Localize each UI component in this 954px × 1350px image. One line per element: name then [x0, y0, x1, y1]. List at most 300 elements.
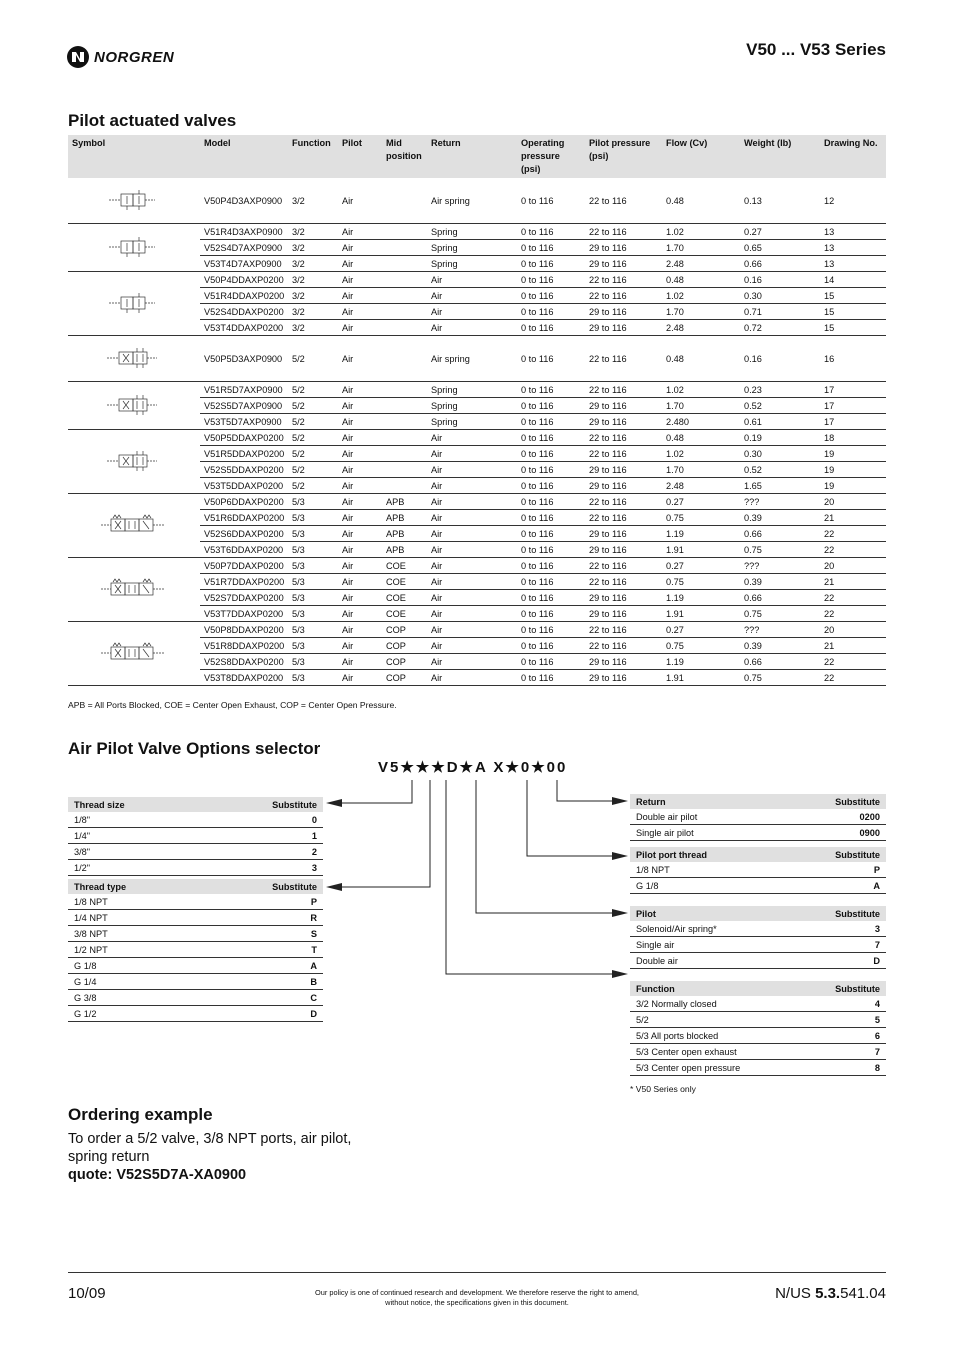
- cell-pilot: Air: [338, 622, 382, 638]
- cell-drawing: 20: [820, 622, 886, 638]
- cell-model: V53T7DDAXP0200: [200, 606, 288, 622]
- cell-flow: 0.75: [662, 574, 740, 590]
- pilot-port-sub: Substitute: [782, 847, 886, 862]
- cell-op: 0 to 116: [517, 574, 585, 590]
- cell-function: 3/2: [288, 320, 338, 336]
- option-row: [68, 844, 323, 860]
- cell-function: 3/2: [288, 224, 338, 240]
- option-row: [68, 894, 323, 910]
- return-title: Return: [630, 794, 774, 809]
- option-substitute: C: [203, 990, 323, 1006]
- cell-function: 5/2: [288, 478, 338, 494]
- cell-pilot: Air: [342, 353, 354, 364]
- cell-function: 3/2: [288, 256, 338, 272]
- cell-function: 3/2: [288, 240, 338, 256]
- cell-pp: 22 to 116: [585, 510, 662, 526]
- cell-mid: COP: [382, 670, 427, 686]
- pilot-title: Pilot: [630, 906, 789, 921]
- cell-drawing: 22: [820, 526, 886, 542]
- cell-pilot: Air: [338, 320, 382, 336]
- column-header: Model: [200, 135, 288, 178]
- cell-return: Air: [427, 654, 517, 670]
- cell-function: 5/3: [288, 494, 338, 510]
- cell-weight: 1.65: [740, 478, 820, 494]
- cell-pp: 29 to 116: [585, 670, 662, 686]
- cell-op: 0 to 116: [521, 353, 554, 364]
- cell-op: 0 to 116: [517, 446, 585, 462]
- cell-flow: 1.91: [662, 606, 740, 622]
- cell-pilot: Air: [338, 590, 382, 606]
- option-substitute: T: [203, 942, 323, 958]
- cell-model: V52S4D7AXP0900: [200, 240, 288, 256]
- cell-return: Air: [427, 320, 517, 336]
- cell-return: Air: [427, 272, 517, 288]
- option-substitute: 1: [202, 828, 323, 844]
- option-substitute: 2: [202, 844, 323, 860]
- cell-drawing: 21: [820, 638, 886, 654]
- thread-type-sub: Substitute: [203, 879, 323, 894]
- option-label: 1/2": [68, 860, 202, 876]
- cell-drawing: 13: [820, 240, 886, 256]
- cell-mid: COE: [382, 574, 427, 590]
- option-label: Single air pilot: [630, 825, 774, 841]
- abbreviation-note: APB = All Ports Blocked, COE = Center Open Exhaust, COP = Center Open Pressure.: [68, 700, 397, 710]
- cell-mid: COE: [382, 606, 427, 622]
- cell-flow: 1.70: [662, 304, 740, 320]
- cell-model: V51R5D7AXP0900: [200, 382, 288, 398]
- cell-return: Air: [427, 606, 517, 622]
- column-header: Flow (Cv): [662, 135, 740, 178]
- cell-pilot: Air: [338, 398, 382, 414]
- cell-function: 5/2: [288, 382, 338, 398]
- cell-weight: 0.13: [744, 195, 762, 206]
- cell-op: 0 to 116: [517, 304, 585, 320]
- cell-drawing: 22: [820, 654, 886, 670]
- option-row: [68, 926, 323, 942]
- cell-flow: 0.75: [662, 638, 740, 654]
- option-row: [630, 825, 886, 841]
- cell-op: 0 to 116: [517, 558, 585, 574]
- cell-return: Air: [427, 288, 517, 304]
- cell-flow: 0.27: [662, 558, 740, 574]
- cell-return: Air: [427, 542, 517, 558]
- cell-weight: 0.52: [740, 398, 820, 414]
- cell-model: V53T6DDAXP0200: [200, 542, 288, 558]
- cell-return: Spring: [427, 256, 517, 272]
- cell-function: 3/2: [288, 288, 338, 304]
- cell-function: 5/2: [288, 446, 338, 462]
- cell-function: 5/2: [292, 353, 305, 364]
- cell-function: 5/3: [288, 606, 338, 622]
- cell-return: Air: [427, 590, 517, 606]
- return-sub: Substitute: [774, 794, 886, 809]
- return-table: [630, 794, 886, 841]
- cell-drawing: 21: [820, 510, 886, 526]
- cell-return: Air: [427, 670, 517, 686]
- cell-pilot: Air: [338, 654, 382, 670]
- cell-flow: 0.48: [662, 430, 740, 446]
- column-header: Symbol: [68, 135, 200, 178]
- option-row: [68, 812, 323, 828]
- cell-flow: 1.02: [662, 288, 740, 304]
- cell-pilot: Air: [338, 478, 382, 494]
- policy-line-1: Our policy is one of continued research and development. We therefore reserve the right to amend,: [314, 1288, 639, 1297]
- cell-op: 0 to 116: [521, 195, 554, 206]
- cell-weight: 0.39: [740, 638, 820, 654]
- cell-return: Air: [427, 526, 517, 542]
- cell-weight: 0.66: [740, 590, 820, 606]
- cell-weight: 0.39: [740, 510, 820, 526]
- option-label: G 3/8: [68, 990, 203, 1006]
- option-row: [630, 921, 886, 937]
- cell-flow: 1.91: [662, 670, 740, 686]
- cell-op: 0 to 116: [517, 414, 585, 430]
- option-label: Single air: [630, 937, 789, 953]
- cell-mid: APB: [382, 542, 427, 558]
- cell-flow: 1.19: [662, 526, 740, 542]
- policy-line-2: without notice, the specifications given in this document.: [385, 1298, 569, 1307]
- cell-model: V52S8DDAXP0200: [200, 654, 288, 670]
- cell-function: 3/2: [288, 272, 338, 288]
- option-row: [68, 910, 323, 926]
- cell-weight: 0.66: [740, 526, 820, 542]
- cell-op: 0 to 116: [517, 382, 585, 398]
- selector-title: Air Pilot Valve Options selector: [68, 739, 321, 758]
- cell-op: 0 to 116: [517, 670, 585, 686]
- cell-drawing: 12: [824, 195, 835, 206]
- cell-flow: 1.19: [662, 654, 740, 670]
- cell-weight: ???: [740, 558, 820, 574]
- cell-pp: 29 to 116: [585, 240, 662, 256]
- option-label: 3/2 Normally closed: [630, 996, 802, 1012]
- page-suffix: 541.04: [840, 1285, 886, 1302]
- column-header: Pilot: [338, 135, 382, 178]
- cell-weight: 0.52: [740, 462, 820, 478]
- option-substitute: 6: [802, 1028, 886, 1044]
- thread-type-table: [68, 879, 323, 1022]
- cell-function: 5/2: [288, 462, 338, 478]
- option-label: 1/8 NPT: [630, 862, 782, 878]
- cell-flow: 2.48: [662, 478, 740, 494]
- cell-pilot: Air: [338, 606, 382, 622]
- option-substitute: 4: [802, 996, 886, 1012]
- function-table: [630, 981, 886, 1076]
- cell-return: Spring: [427, 398, 517, 414]
- cell-weight: 0.75: [740, 606, 820, 622]
- option-label: Solenoid/Air spring*: [630, 921, 789, 937]
- cell-pp: 22 to 116: [585, 288, 662, 304]
- cell-return: Spring: [427, 414, 517, 430]
- cell-pilot: Air: [338, 224, 382, 240]
- option-row: [630, 996, 886, 1012]
- cell-return: Air: [427, 574, 517, 590]
- cell-flow: 1.19: [662, 590, 740, 606]
- cell-function: 5/3: [288, 558, 338, 574]
- option-substitute: S: [203, 926, 323, 942]
- cell-model: V52S7DDAXP0200: [200, 590, 288, 606]
- column-header: Pilot pressure (psi): [585, 135, 662, 178]
- option-substitute: A: [203, 958, 323, 974]
- thread-size-title: Thread size: [68, 797, 202, 812]
- cell-op: 0 to 116: [517, 606, 585, 622]
- thread-size-sub: Substitute: [202, 797, 323, 812]
- cell-weight: ???: [740, 622, 820, 638]
- cell-model: V52S5D7AXP0900: [200, 398, 288, 414]
- cell-pp: 22 to 116: [585, 558, 662, 574]
- ordering-line-2: spring return: [68, 1149, 150, 1165]
- cell-function: 5/3: [288, 510, 338, 526]
- option-row: [630, 809, 886, 825]
- cell-flow: 0.48: [666, 195, 684, 206]
- cell-pp: 29 to 116: [585, 320, 662, 336]
- cell-return: Air: [427, 304, 517, 320]
- cell-pilot: Air: [338, 382, 382, 398]
- cell-op: 0 to 116: [517, 590, 585, 606]
- cell-pp: 29 to 116: [585, 414, 662, 430]
- cell-pilot: Air: [338, 638, 382, 654]
- cell-pilot: Air: [338, 542, 382, 558]
- cell-pp: 22 to 116: [589, 353, 627, 364]
- option-label: 3/8": [68, 844, 202, 860]
- option-row: [630, 1044, 886, 1060]
- cell-model: V53T4DDAXP0200: [200, 320, 288, 336]
- option-label: G 1/8: [68, 958, 203, 974]
- cell-pilot: Air: [338, 414, 382, 430]
- option-row: [630, 1028, 886, 1044]
- option-substitute: B: [203, 974, 323, 990]
- cell-weight: 0.72: [740, 320, 820, 336]
- function-sub: Substitute: [802, 981, 886, 996]
- cell-model: V52S5DDAXP0200: [200, 462, 288, 478]
- cell-drawing: 13: [820, 256, 886, 272]
- cell-flow: 1.91: [662, 542, 740, 558]
- option-substitute: 0: [202, 812, 323, 828]
- cell-pp: 29 to 116: [585, 256, 662, 272]
- option-substitute: 0200: [774, 809, 886, 825]
- cell-pilot: Air: [338, 256, 382, 272]
- cell-weight: 0.30: [740, 446, 820, 462]
- option-label: 5/3 All ports blocked: [630, 1028, 802, 1044]
- cell-return: Air: [427, 638, 517, 654]
- cell-pilot: Air: [338, 526, 382, 542]
- cell-function: 5/3: [288, 670, 338, 686]
- cell-op: 0 to 116: [517, 240, 585, 256]
- cell-flow: 2.48: [662, 320, 740, 336]
- cell-model: V51R8DDAXP0200: [200, 638, 288, 654]
- cell-weight: 0.39: [740, 574, 820, 590]
- cell-pp: 29 to 116: [585, 398, 662, 414]
- option-substitute: 5: [802, 1012, 886, 1028]
- cell-op: 0 to 116: [517, 398, 585, 414]
- cell-drawing: 20: [820, 558, 886, 574]
- cell-pilot: Air: [338, 494, 382, 510]
- page-number: [775, 1285, 886, 1302]
- cell-return: Air: [427, 462, 517, 478]
- cell-weight: 0.65: [740, 240, 820, 256]
- cell-pilot: Air: [338, 240, 382, 256]
- cell-weight: 0.30: [740, 288, 820, 304]
- cell-drawing: 17: [820, 414, 886, 430]
- cell-flow: 1.02: [662, 224, 740, 240]
- cell-function: 5/3: [288, 654, 338, 670]
- cell-weight: 0.75: [740, 542, 820, 558]
- column-header: Operating pressure (psi): [517, 135, 585, 178]
- cell-drawing: 16: [824, 353, 835, 364]
- cell-model: V51R5DDAXP0200: [200, 446, 288, 462]
- cell-pp: 22 to 116: [585, 430, 662, 446]
- cell-weight: 0.23: [740, 382, 820, 398]
- cell-op: 0 to 116: [517, 430, 585, 446]
- cell-flow: 1.02: [662, 382, 740, 398]
- option-substitute: R: [203, 910, 323, 926]
- cell-op: 0 to 116: [517, 542, 585, 558]
- cell-weight: ???: [740, 494, 820, 510]
- cell-drawing: 17: [820, 382, 886, 398]
- cell-pp: 29 to 116: [585, 478, 662, 494]
- cell-pp: 22 to 116: [585, 622, 662, 638]
- cell-mid: APB: [382, 494, 427, 510]
- option-row: [68, 942, 323, 958]
- cell-return: Air: [427, 622, 517, 638]
- cell-function: 5/3: [288, 622, 338, 638]
- option-row: [630, 862, 886, 878]
- cell-op: 0 to 116: [517, 526, 585, 542]
- cell-drawing: 22: [820, 590, 886, 606]
- option-label: 3/8 NPT: [68, 926, 203, 942]
- cell-op: 0 to 116: [517, 288, 585, 304]
- cell-model: V50P5D3AXP0900: [204, 353, 283, 364]
- column-header: Function: [288, 135, 338, 178]
- cell-drawing: 19: [820, 446, 886, 462]
- cell-drawing: 22: [820, 606, 886, 622]
- cell-flow: 0.27: [662, 622, 740, 638]
- cell-pp: 29 to 116: [585, 542, 662, 558]
- cell-op: 0 to 116: [517, 320, 585, 336]
- cell-flow: 1.70: [662, 398, 740, 414]
- option-label: Double air: [630, 953, 789, 969]
- cell-op: 0 to 116: [517, 256, 585, 272]
- option-substitute: 3: [789, 921, 886, 937]
- cell-mid: COP: [382, 654, 427, 670]
- cell-pp: 22 to 116: [585, 446, 662, 462]
- cell-function: 5/3: [288, 590, 338, 606]
- cell-pilot: Air: [338, 558, 382, 574]
- cell-pp: 22 to 116: [585, 494, 662, 510]
- cell-drawing: 19: [820, 462, 886, 478]
- cell-model: V50P6DDAXP0200: [200, 494, 288, 510]
- cell-pilot: Air: [338, 510, 382, 526]
- cell-function: 5/2: [288, 414, 338, 430]
- cell-pilot: Air: [338, 574, 382, 590]
- cell-pp: 29 to 116: [585, 526, 662, 542]
- cell-return: Air: [427, 510, 517, 526]
- cell-pilot: Air: [338, 446, 382, 462]
- option-label: 5/2: [630, 1012, 802, 1028]
- option-substitute: 0900: [774, 825, 886, 841]
- cell-weight: 0.61: [740, 414, 820, 430]
- cell-flow: 1.02: [662, 446, 740, 462]
- ordering-line-1: To order a 5/2 valve, 3/8 NPT ports, air pilot,: [68, 1131, 352, 1147]
- column-header: Weight (lb): [740, 135, 820, 178]
- cell-model: V50P4D3AXP0900: [204, 195, 283, 206]
- cell-pilot: Air: [338, 462, 382, 478]
- cell-pp: 29 to 116: [585, 606, 662, 622]
- order-code-pattern: V5★★★D★A X★0★00: [378, 759, 568, 776]
- cell-pp: 29 to 116: [585, 590, 662, 606]
- cell-pilot: Air: [338, 304, 382, 320]
- option-row: [630, 878, 886, 894]
- cell-model: V53T8DDAXP0200: [200, 670, 288, 686]
- cell-weight: 0.71: [740, 304, 820, 320]
- option-substitute: P: [203, 894, 323, 910]
- cell-return: Air: [427, 478, 517, 494]
- cell-model: V53T5D7AXP0900: [200, 414, 288, 430]
- pilot-port-title: Pilot port thread: [630, 847, 782, 862]
- cell-model: V50P8DDAXP0200: [200, 622, 288, 638]
- cell-weight: 0.16: [740, 272, 820, 288]
- pilot-table: [630, 906, 886, 969]
- cell-pp: 29 to 116: [585, 462, 662, 478]
- cell-function: 3/2: [288, 304, 338, 320]
- option-row: [68, 828, 323, 844]
- cell-weight: 0.19: [740, 430, 820, 446]
- cell-model: V52S6DDAXP0200: [200, 526, 288, 542]
- cell-return: Air: [427, 558, 517, 574]
- option-row: [630, 953, 886, 969]
- option-substitute: 3: [202, 860, 323, 876]
- option-row: [68, 974, 323, 990]
- footer-date: 10/09: [68, 1285, 106, 1302]
- cell-flow: 0.48: [666, 353, 684, 364]
- cell-flow: 1.70: [662, 462, 740, 478]
- cell-flow: 0.75: [662, 510, 740, 526]
- cell-pp: 29 to 116: [585, 654, 662, 670]
- cell-model: V51R7DDAXP0200: [200, 574, 288, 590]
- ordering-title: Ordering example: [68, 1105, 213, 1124]
- option-label: 5/3 Center open pressure: [630, 1060, 802, 1076]
- cell-mid: COE: [382, 590, 427, 606]
- cell-pp: 22 to 116: [585, 382, 662, 398]
- cell-function: 5/3: [288, 526, 338, 542]
- cell-function: 5/3: [288, 574, 338, 590]
- option-row: [630, 937, 886, 953]
- thread-size-table: [68, 797, 323, 876]
- cell-op: 0 to 116: [517, 654, 585, 670]
- cell-op: 0 to 116: [517, 224, 585, 240]
- cell-return: Spring: [427, 224, 517, 240]
- cell-return: Air: [427, 494, 517, 510]
- cell-drawing: 22: [820, 670, 886, 686]
- ordering-quote: quote: V52S5D7A-XA0900: [68, 1167, 247, 1183]
- option-label: G 1/8: [630, 878, 782, 894]
- cell-pp: 29 to 116: [585, 304, 662, 320]
- option-substitute: A: [782, 878, 886, 894]
- cell-return: Air: [427, 446, 517, 462]
- cell-function: 5/2: [288, 430, 338, 446]
- cell-mid: APB: [382, 526, 427, 542]
- policy-text: [290, 1288, 664, 1308]
- v50-only-note: * V50 Series only: [630, 1084, 696, 1094]
- option-row: [68, 958, 323, 974]
- cell-model: V51R4D3AXP0900: [200, 224, 288, 240]
- column-header: Mid position: [382, 135, 427, 178]
- option-row: [68, 990, 323, 1006]
- cell-return: Spring: [427, 382, 517, 398]
- option-row: [68, 860, 323, 876]
- cell-model: V50P7DDAXP0200: [200, 558, 288, 574]
- cell-drawing: 17: [820, 398, 886, 414]
- cell-function: 5/3: [288, 542, 338, 558]
